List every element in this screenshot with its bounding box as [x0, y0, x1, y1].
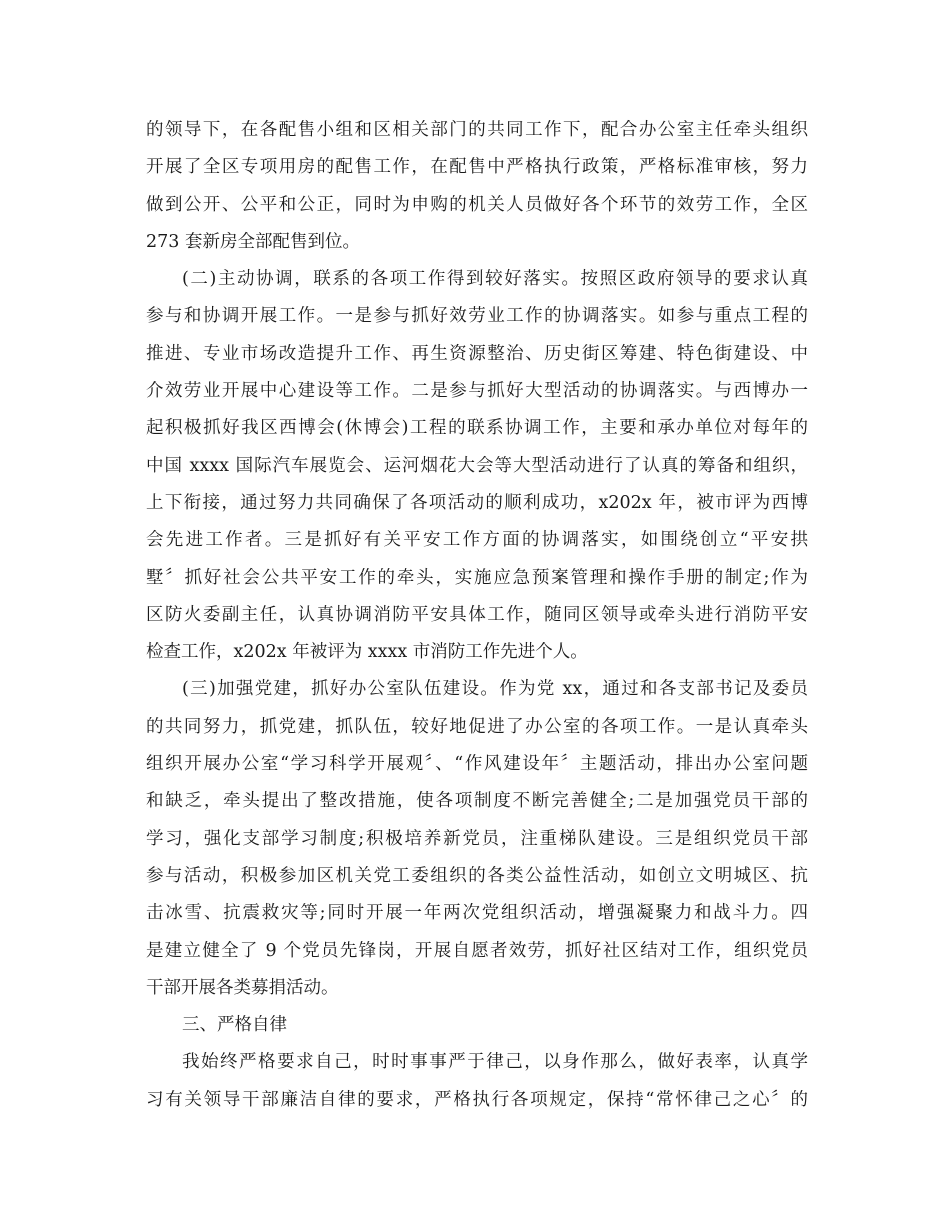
text-line: 上下衔接，通过努力共同确保了各项活动的顺利成功，x202x 年，被市评为西博	[146, 492, 808, 513]
text-line: 是建立健全了 9 个党员先锋岗，开展自愿者效劳，抓好社区结对工作，组织党员	[146, 940, 808, 961]
text-line: (三)加强党建，抓好办公室队伍建设。作为党 xx，通过和各支部书记及委员	[182, 679, 808, 700]
text-line: 我始终严格要求自己，时时事事严于律己，以身作那么，做好表率，认真学	[182, 1052, 808, 1073]
paragraph-p5	[146, 1044, 808, 1119]
text-line: 参与活动，积极参加区机关党工委组织的各类公益性活动，如创立文明城区、抗	[146, 865, 808, 886]
text-line: 推进、专业市场改造提升工作、再生资源整治、历史街区筹建、特色街建设、中	[146, 343, 808, 364]
text-line: 参与和协调开展工作。一是参与抓好效劳业工作的协调落实。如参与重点工程的	[146, 306, 808, 327]
text-line: 和缺乏，牵头提出了整改措施，使各项制度不断完善健全;二是加强党员干部的	[146, 791, 808, 812]
document-body	[146, 112, 808, 1119]
paragraph-p2	[146, 261, 808, 671]
text-line: 中国 xxxx 国际汽车展览会、运河烟花大会等大型活动进行了认真的筹备和组织，	[146, 455, 808, 476]
text-line: 介效劳业开展中心建设等工作。二是参与抓好大型活动的协调落实。与西博办一	[146, 381, 808, 402]
text-line: 的领导下，在各配售小组和区相关部门的共同工作下，配合办公室主任牵头组织	[146, 120, 808, 140]
paragraph-p3	[146, 671, 808, 1007]
paragraph-p1	[146, 112, 808, 261]
text-line: 干部开展各类募捐活动。	[146, 977, 339, 998]
text-line: 的共同努力，抓党建，抓队伍，较好地促进了办公室的各项工作。一是认真牵头	[146, 716, 808, 737]
text-line: 墅〞抓好社会公共平安工作的牵头，实施应急预案管理和操作手册的制定;作为	[146, 567, 808, 588]
text-line: 检查工作，x202x 年被评为 xxxx 市消防工作先进个人。	[146, 642, 588, 663]
text-line: (二)主动协调，联系的各项工作得到较好落实。按照区政府领导的要求认真	[182, 269, 808, 290]
text-line: 组织开展办公室“学习科学开展观〞、“作风建设年〞主题活动，排出办公室问题	[146, 754, 808, 775]
text-line: 273 套新房全部配售到位。	[146, 231, 360, 252]
text-line: 开展了全区专项用房的配售工作，在配售中严格执行政策，严格标准审核，努力	[146, 157, 808, 178]
text-line: 学习，强化支部学习制度;积极培养新党员，注重梯队建设。三是组织党员干部	[146, 828, 808, 849]
paragraph-p4	[146, 1007, 808, 1044]
text-line: 做到公开、公平和公正，同时为申购的机关人员做好各个环节的效劳工作，全区	[146, 194, 808, 215]
text-line: 击冰雪、抗震救灾等;同时开展一年两次党组织活动，增强凝聚力和战斗力。四	[146, 903, 808, 924]
text-line: 三、严格自律	[182, 1015, 287, 1036]
text-line: 习有关领导干部廉洁自律的要求，严格执行各项规定，保持“常怀律己之心〞的	[146, 1089, 808, 1110]
text-line: 会先进工作者。三是抓好有关平安工作方面的协调落实，如围绕创立“平安拱	[146, 530, 808, 551]
text-line: 区防火委副主任，认真协调消防平安具体工作，随同区领导或牵头进行消防平安	[146, 604, 808, 625]
text-line: 起积极抓好我区西博会(休博会)工程的联系协调工作，主要和承办单位对每年的	[146, 418, 808, 439]
